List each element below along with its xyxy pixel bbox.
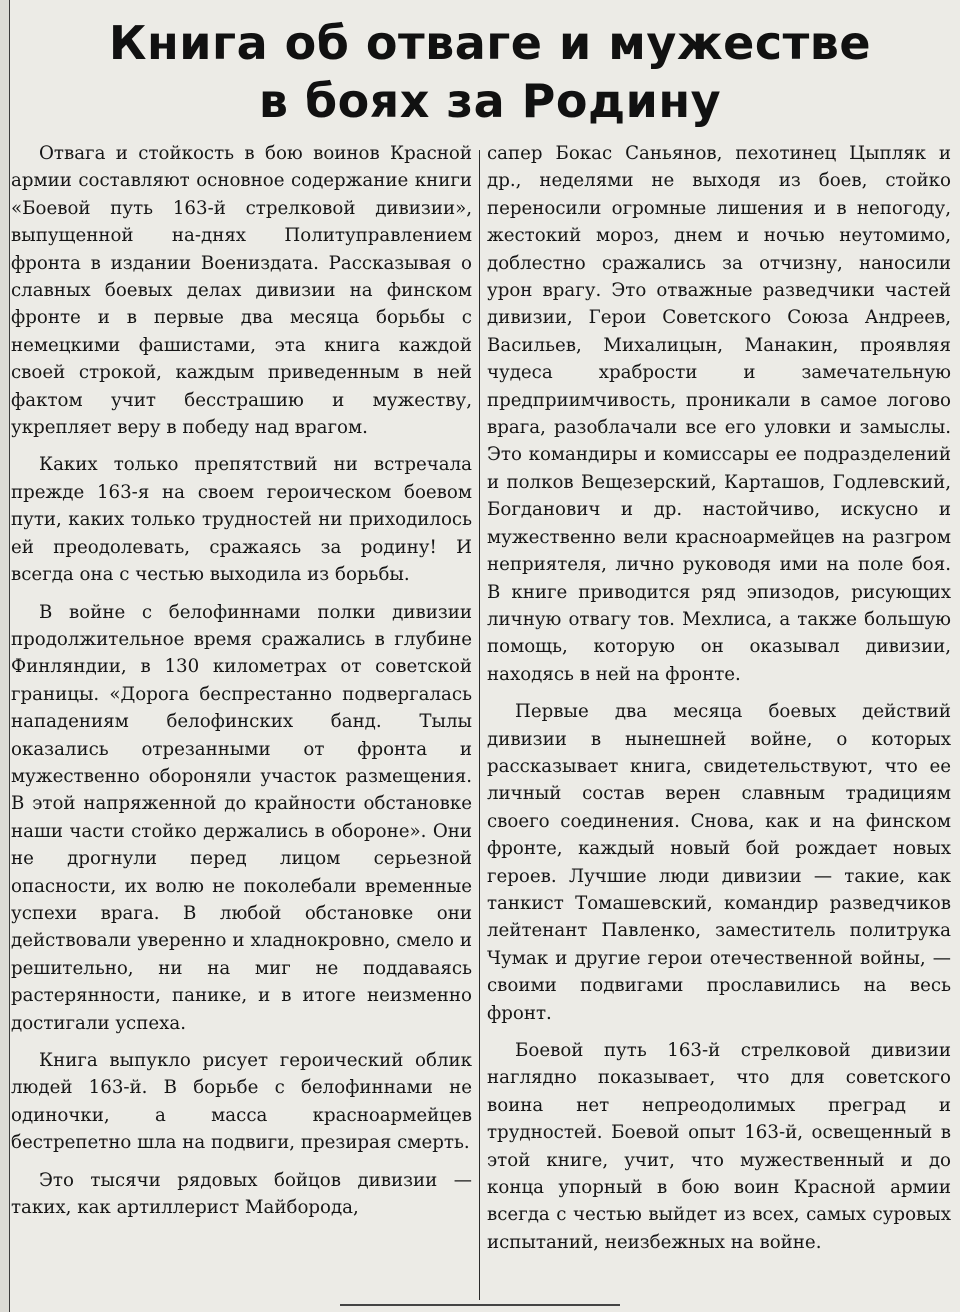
paragraph: Книга выпукло рисует героический облик людей 163-й. В борьбе с белофиннами не одиночки, а масса красноармейцев бестрепетно шла на подвиги, презирая смерть.: [11, 1050, 472, 1154]
paragraph: Отвага и стойкость в бою воинов Красной армии составляют основное содержание книги «Боевой путь 163-й стрелковой дивизии», выпущенной на-днях Политуправлением фронта в издании Воениздата. Рассказывая о славных боевых делах дивизии на финском фронте и в первые два месяца борьбы с немецкими фашистами, эта книга каждой своей строкой, каждым приведенным в ней фактом учит бесстрашию и мужеству, укрепляет веру в победу над врагом.: [11, 143, 472, 439]
article-column-right: [487, 140, 951, 1266]
headline-line-2: в боях за Родину: [258, 74, 722, 128]
paragraph: В войне с белофиннами полки дивизии продолжительное время сражались в глубине Финляндии, в 130 километрах от советской границы. «Дорога беспрестанно подвергалась нападениям белофинских банд. Тылы оказались отрезанными от фронта и мужественно обороняли участок размещения. В этой напряженной до крайности обстановке наши части стойко держались в обороне». Они не дрогнули перед лицом серьезной опасности, их волю не поколебали временные успехи врага. В любой обстановке они действовали уверенно и хладнокровно, смело и решительно, ни на миг не поддаваясь растерянности, панике, и в итоге неизменно достигали успеха.: [11, 601, 472, 1034]
paragraph: Каких только препятствий ни встречала прежде 163-я на своем героическом боевом пути, каких только трудностей ни приходилось ей преодолевать, сражаясь за родину! И всегда она с честью выходила из борьбы.: [11, 454, 472, 586]
paragraph: Первые два месяца боевых действий дивизии в нынешней войне, о которых рассказывает книга, свидетельствуют, что ее личный состав верен славным традициям своего соединения. Снова, как и на финском фронте, каждый новый бой рождает новых героев. Лучшие люди дивизии — такие, как танкист Томашевский, командир разведчиков лейтенант Павленко, заместитель политрука Чумак и другие герои отечественной войны, — своими подвигами прославились на весь фронт.: [487, 701, 951, 1024]
page-margin-strip: [0, 0, 10, 1312]
bottom-rule: [340, 1304, 620, 1306]
headline-line-1: Книга об отваге и мужестве: [108, 16, 872, 70]
paragraph: Это тысячи рядовых бойцов дивизии — таких, как артиллерист Майборода,: [11, 1169, 472, 1219]
paragraph: сапер Бокас Саньянов, пехотинец Цыпляк и др., неделями не выходя из боев, стойко переносили огромные лишения и в непогоду, жестокий мороз, днем и ночью неутомимо, доблестно сражались за отчизну, наносили урон врагу. Это отважные разведчики частей дивизии, Герои Советского Союза Андреев, Васильев, Михалицын, Манакин, проявляя чудеса храбрости и замечательную предприимчивость, проникали в самое логово врага, разоблачали все его уловки и замыслы. Это командиры и комиссары ее подразделений и полков Вещезерский, Карташов, Годлевский, Богданович и др. настойчиво, искусно и мужественно вели красноармейцев на разгром неприятеля, лично руководя ими на поле боя. В книге приводится ряд эпизодов, рисующих личную отвагу тов. Мехлиса, а также большую помощь, которую он оказывал дивизии, находясь в ней на фронте.: [487, 143, 951, 685]
paragraph: Боевой путь 163-й стрелковой дивизии наглядно показывает, что для советского воина нет непреодолимых преград и трудностей. Боевой опыт 163-й, освещенный в этой книге, учит, что мужественный и до конца упорный в бою воин Красной армии всегда с честью выйдет из всех, самых суровых испытаний, неизбежных на войне.: [487, 1040, 951, 1253]
article-column-left: [11, 140, 472, 1231]
column-divider: [479, 150, 480, 1300]
article-headline: [40, 14, 940, 130]
